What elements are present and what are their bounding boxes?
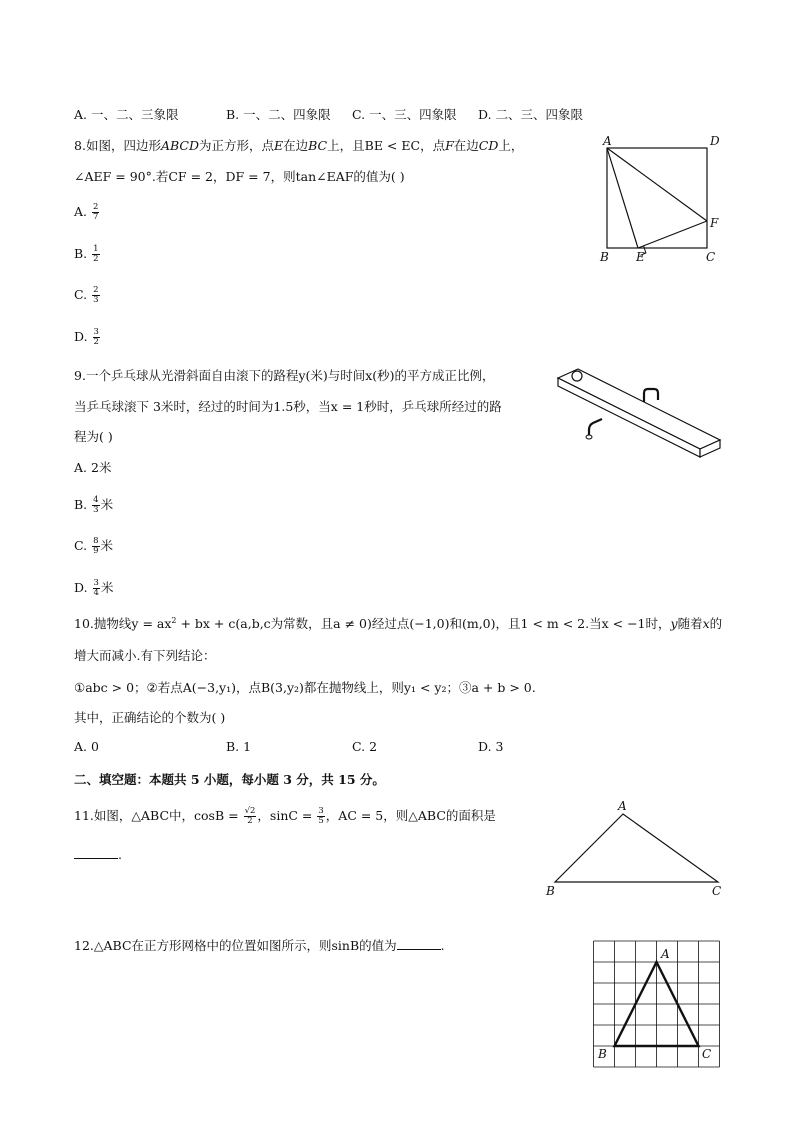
q8-option-b[interactable]: B. $\frac{1}{2}$ <box>74 244 99 264</box>
q8-option-a[interactable]: A. $\frac{2}{7}$ <box>74 202 99 222</box>
q9-incline-figure <box>552 360 724 470</box>
segment-ae <box>607 148 638 248</box>
q10-conclusions: ①abc > 0；②若点A(−3,y₁)，点B(3,y₂)都在抛物线上，则y₁ < y₂；③a + b > 0. <box>74 680 536 695</box>
label-b: B <box>600 250 609 264</box>
label-b: B <box>546 884 555 898</box>
q7-option-a[interactable]: A. 一、二、三象限 <box>74 107 179 122</box>
q9-option-d[interactable]: D. $\frac{3}{4}$ 米 <box>74 578 114 598</box>
label-c: C <box>702 1047 712 1061</box>
q11-triangle-figure <box>542 796 730 900</box>
ping-pong-ball-icon <box>572 371 582 381</box>
q9-option-a[interactable]: A. 2米 <box>74 460 112 475</box>
q12-grid-figure <box>586 934 726 1068</box>
label-a: A <box>661 947 670 961</box>
q8-square-figure <box>596 132 726 266</box>
q9-stem-line3: 程为( ) <box>74 429 113 444</box>
q9-option-c[interactable]: C. $\frac{8}{9}$ 米 <box>74 536 114 556</box>
q7-option-b[interactable]: B. 一、二、四象限 <box>226 107 331 122</box>
q7-option-d[interactable]: D. 二、三、四象限 <box>478 107 584 122</box>
q9-stem-line1: 9.一个乒乓球从光滑斜面自由滚下的路程y(米)与时间x(秒)的平方成正比例， <box>74 368 495 383</box>
q9-option-b[interactable]: B. $\frac{4}{3}$ 米 <box>74 495 114 515</box>
q8-option-c[interactable]: C. $\frac{2}{3}$ <box>74 285 99 305</box>
label-f: F <box>710 216 719 230</box>
label-e: E <box>636 250 645 264</box>
q12-answer-blank[interactable] <box>397 937 441 950</box>
q10-option-c[interactable]: C. 2 <box>352 739 378 754</box>
label-b: B <box>598 1047 607 1061</box>
q7-option-c[interactable]: C. 一、三、四象限 <box>352 107 457 122</box>
q8-option-d[interactable]: D. $\frac{3}{2}$ <box>74 327 99 347</box>
q8-stem-line1: 8.如图，四边形ABCD为正方形，点E在边BC上，且BE < EC，点F在边CD上， <box>74 138 524 153</box>
q11-stem: 11.如图，△ABC中，cosB = $\frac{√2}{2}$ ，sinC = $\frac{3}{5}$ ，AC = 5，则△ABC的面积是 <box>74 806 496 826</box>
q10-stem-line2: 增大而减小.有下列结论： <box>74 648 216 663</box>
q12-stem: 12.△ABC在正方形网格中的位置如图所示，则sinB的值为 . <box>74 938 445 953</box>
label-a: A <box>603 134 612 148</box>
segment-ef <box>638 221 707 248</box>
q10-stem-line1: 10.抛物线$y = ax^2$ + bx + c(a,b,c为常数，且a ≠ 0)经过点(−1,0)和(m,0)，且1 < m < 2.当x < −1时，y随着x的 <box>74 615 723 631</box>
segment-af <box>607 148 707 221</box>
label-c: C <box>712 884 722 898</box>
q11-answer-blank[interactable]: . <box>74 846 122 862</box>
label-d: D <box>710 134 720 148</box>
q10-option-d[interactable]: D. 3 <box>478 739 504 754</box>
q10-option-a[interactable]: A. 0 <box>74 739 99 754</box>
q9-stem-line2: 当乒乓球滚下 3米时，经过的时间为1.5秒，当x = 1秒时，乒乓球所经过的路 <box>74 399 502 414</box>
label-c: C <box>706 250 716 264</box>
q10-stem-line4: 其中，正确结论的个数为( ) <box>74 710 226 725</box>
section-2-heading: 二、填空题：本题共 5 小题，每小题 3 分，共 15 分。 <box>74 772 385 787</box>
triangle-abc <box>555 814 718 882</box>
label-a: A <box>618 799 627 813</box>
q8-stem-line2: ∠AEF = 90°.若CF = 2，DF = 7，则tan∠EAF的值为( ) <box>74 169 405 184</box>
q10-option-b[interactable]: B. 1 <box>226 739 252 754</box>
